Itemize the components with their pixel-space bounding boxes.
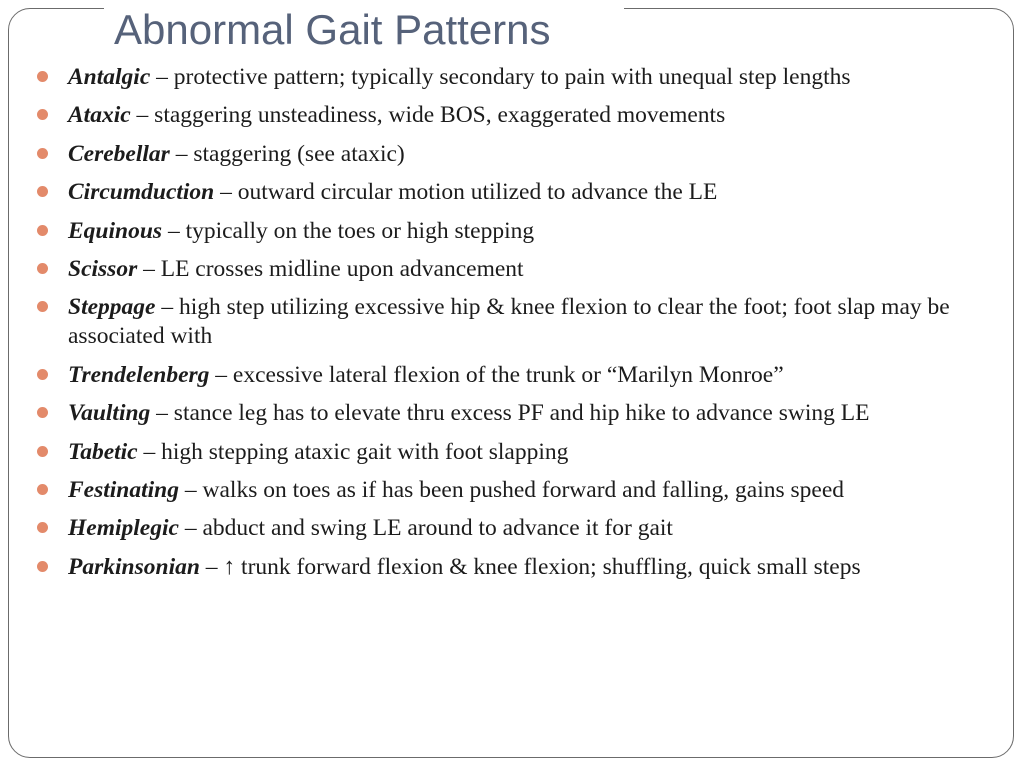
pattern-description: staggering (see ataxic) bbox=[193, 140, 405, 167]
pattern-term: Antalgic bbox=[68, 64, 151, 90]
pattern-term: Ataxic bbox=[68, 102, 131, 129]
pattern-description: typically on the toes or high stepping bbox=[185, 217, 535, 244]
bullet-dot-icon bbox=[37, 484, 48, 495]
term-separator: – bbox=[137, 438, 162, 465]
list-item bbox=[36, 217, 986, 246]
pattern-description: staggering unsteadiness, wide BOS, exaggerated movements bbox=[154, 102, 726, 129]
term-separator: – bbox=[137, 255, 161, 282]
pattern-description: abduct and swing LE around to advance it for gait bbox=[202, 515, 673, 542]
term-separator: – bbox=[178, 515, 203, 542]
term-separator: – bbox=[162, 217, 186, 244]
pattern-description: outward circular motion utilized to advance the LE bbox=[237, 179, 718, 206]
term-separator: – bbox=[214, 179, 238, 206]
list-item bbox=[36, 101, 986, 130]
pattern-term: Equinous bbox=[68, 217, 163, 244]
term-separator: – bbox=[150, 400, 174, 427]
pattern-description: high stepping ataxic gait with foot slapping bbox=[161, 438, 569, 465]
list-item bbox=[36, 514, 986, 543]
list-item bbox=[36, 438, 986, 467]
list-item bbox=[36, 140, 986, 169]
slide-title: Abnormal Gait Patterns bbox=[114, 6, 551, 53]
list-item bbox=[36, 63, 986, 92]
pattern-description: walks on toes as if has been pushed forward and falling, gains speed bbox=[202, 476, 845, 503]
bullet-dot-icon bbox=[37, 561, 48, 572]
pattern-term: Parkinsonian bbox=[68, 553, 200, 580]
list-item bbox=[36, 476, 986, 505]
bullet-dot-icon bbox=[37, 186, 48, 197]
bullet-dot-icon bbox=[37, 148, 48, 159]
pattern-description: high step utilizing excessive hip & knee flexion to clear the foot; foot slap may be associated with bbox=[68, 294, 950, 350]
gait-pattern-list bbox=[36, 63, 986, 591]
term-separator: – bbox=[155, 294, 179, 321]
bullet-dot-icon bbox=[37, 446, 48, 457]
bullet-dot-icon bbox=[37, 109, 48, 120]
pattern-term: Scissor bbox=[68, 255, 138, 282]
pattern-description: excessive lateral flexion of the trunk or “Marilyn Monroe” bbox=[232, 361, 784, 388]
term-separator: – bbox=[209, 361, 233, 388]
pattern-description: ↑ trunk forward flexion & knee flexion; shuffling, quick small steps bbox=[223, 553, 861, 580]
pattern-term: Festinating bbox=[68, 476, 180, 503]
pattern-term: Steppage bbox=[68, 294, 156, 321]
list-item bbox=[36, 553, 986, 582]
term-separator: – bbox=[179, 476, 203, 503]
pattern-description: LE crosses midline upon advancement bbox=[160, 255, 524, 282]
pattern-term: Hemiplegic bbox=[68, 515, 179, 542]
list-item bbox=[36, 255, 986, 284]
list-item bbox=[36, 293, 986, 351]
term-separator: – bbox=[199, 553, 224, 580]
pattern-description: protective pattern; typically secondary to pain with unequal step lengths bbox=[173, 64, 851, 90]
bullet-dot-icon bbox=[37, 263, 48, 274]
term-separator: – bbox=[169, 140, 194, 167]
list-item bbox=[36, 399, 986, 428]
pattern-term: Trendelenberg bbox=[68, 361, 210, 388]
list-item bbox=[36, 178, 986, 207]
pattern-term: Tabetic bbox=[68, 438, 138, 465]
pattern-term: Vaulting bbox=[68, 400, 151, 427]
bullet-dot-icon bbox=[37, 407, 48, 418]
pattern-term: Circumduction bbox=[68, 179, 215, 206]
term-separator: – bbox=[150, 64, 174, 90]
pattern-description: stance leg has to elevate thru excess PF and hip hike to advance swing LE bbox=[173, 400, 870, 427]
list-item bbox=[36, 361, 986, 390]
pattern-term: Cerebellar bbox=[68, 140, 170, 167]
bullet-dot-icon bbox=[37, 522, 48, 533]
bullet-dot-icon bbox=[37, 71, 48, 82]
bullet-dot-icon bbox=[37, 369, 48, 380]
term-separator: – bbox=[130, 102, 155, 129]
bullet-dot-icon bbox=[37, 225, 48, 236]
bullet-dot-icon bbox=[37, 301, 48, 312]
